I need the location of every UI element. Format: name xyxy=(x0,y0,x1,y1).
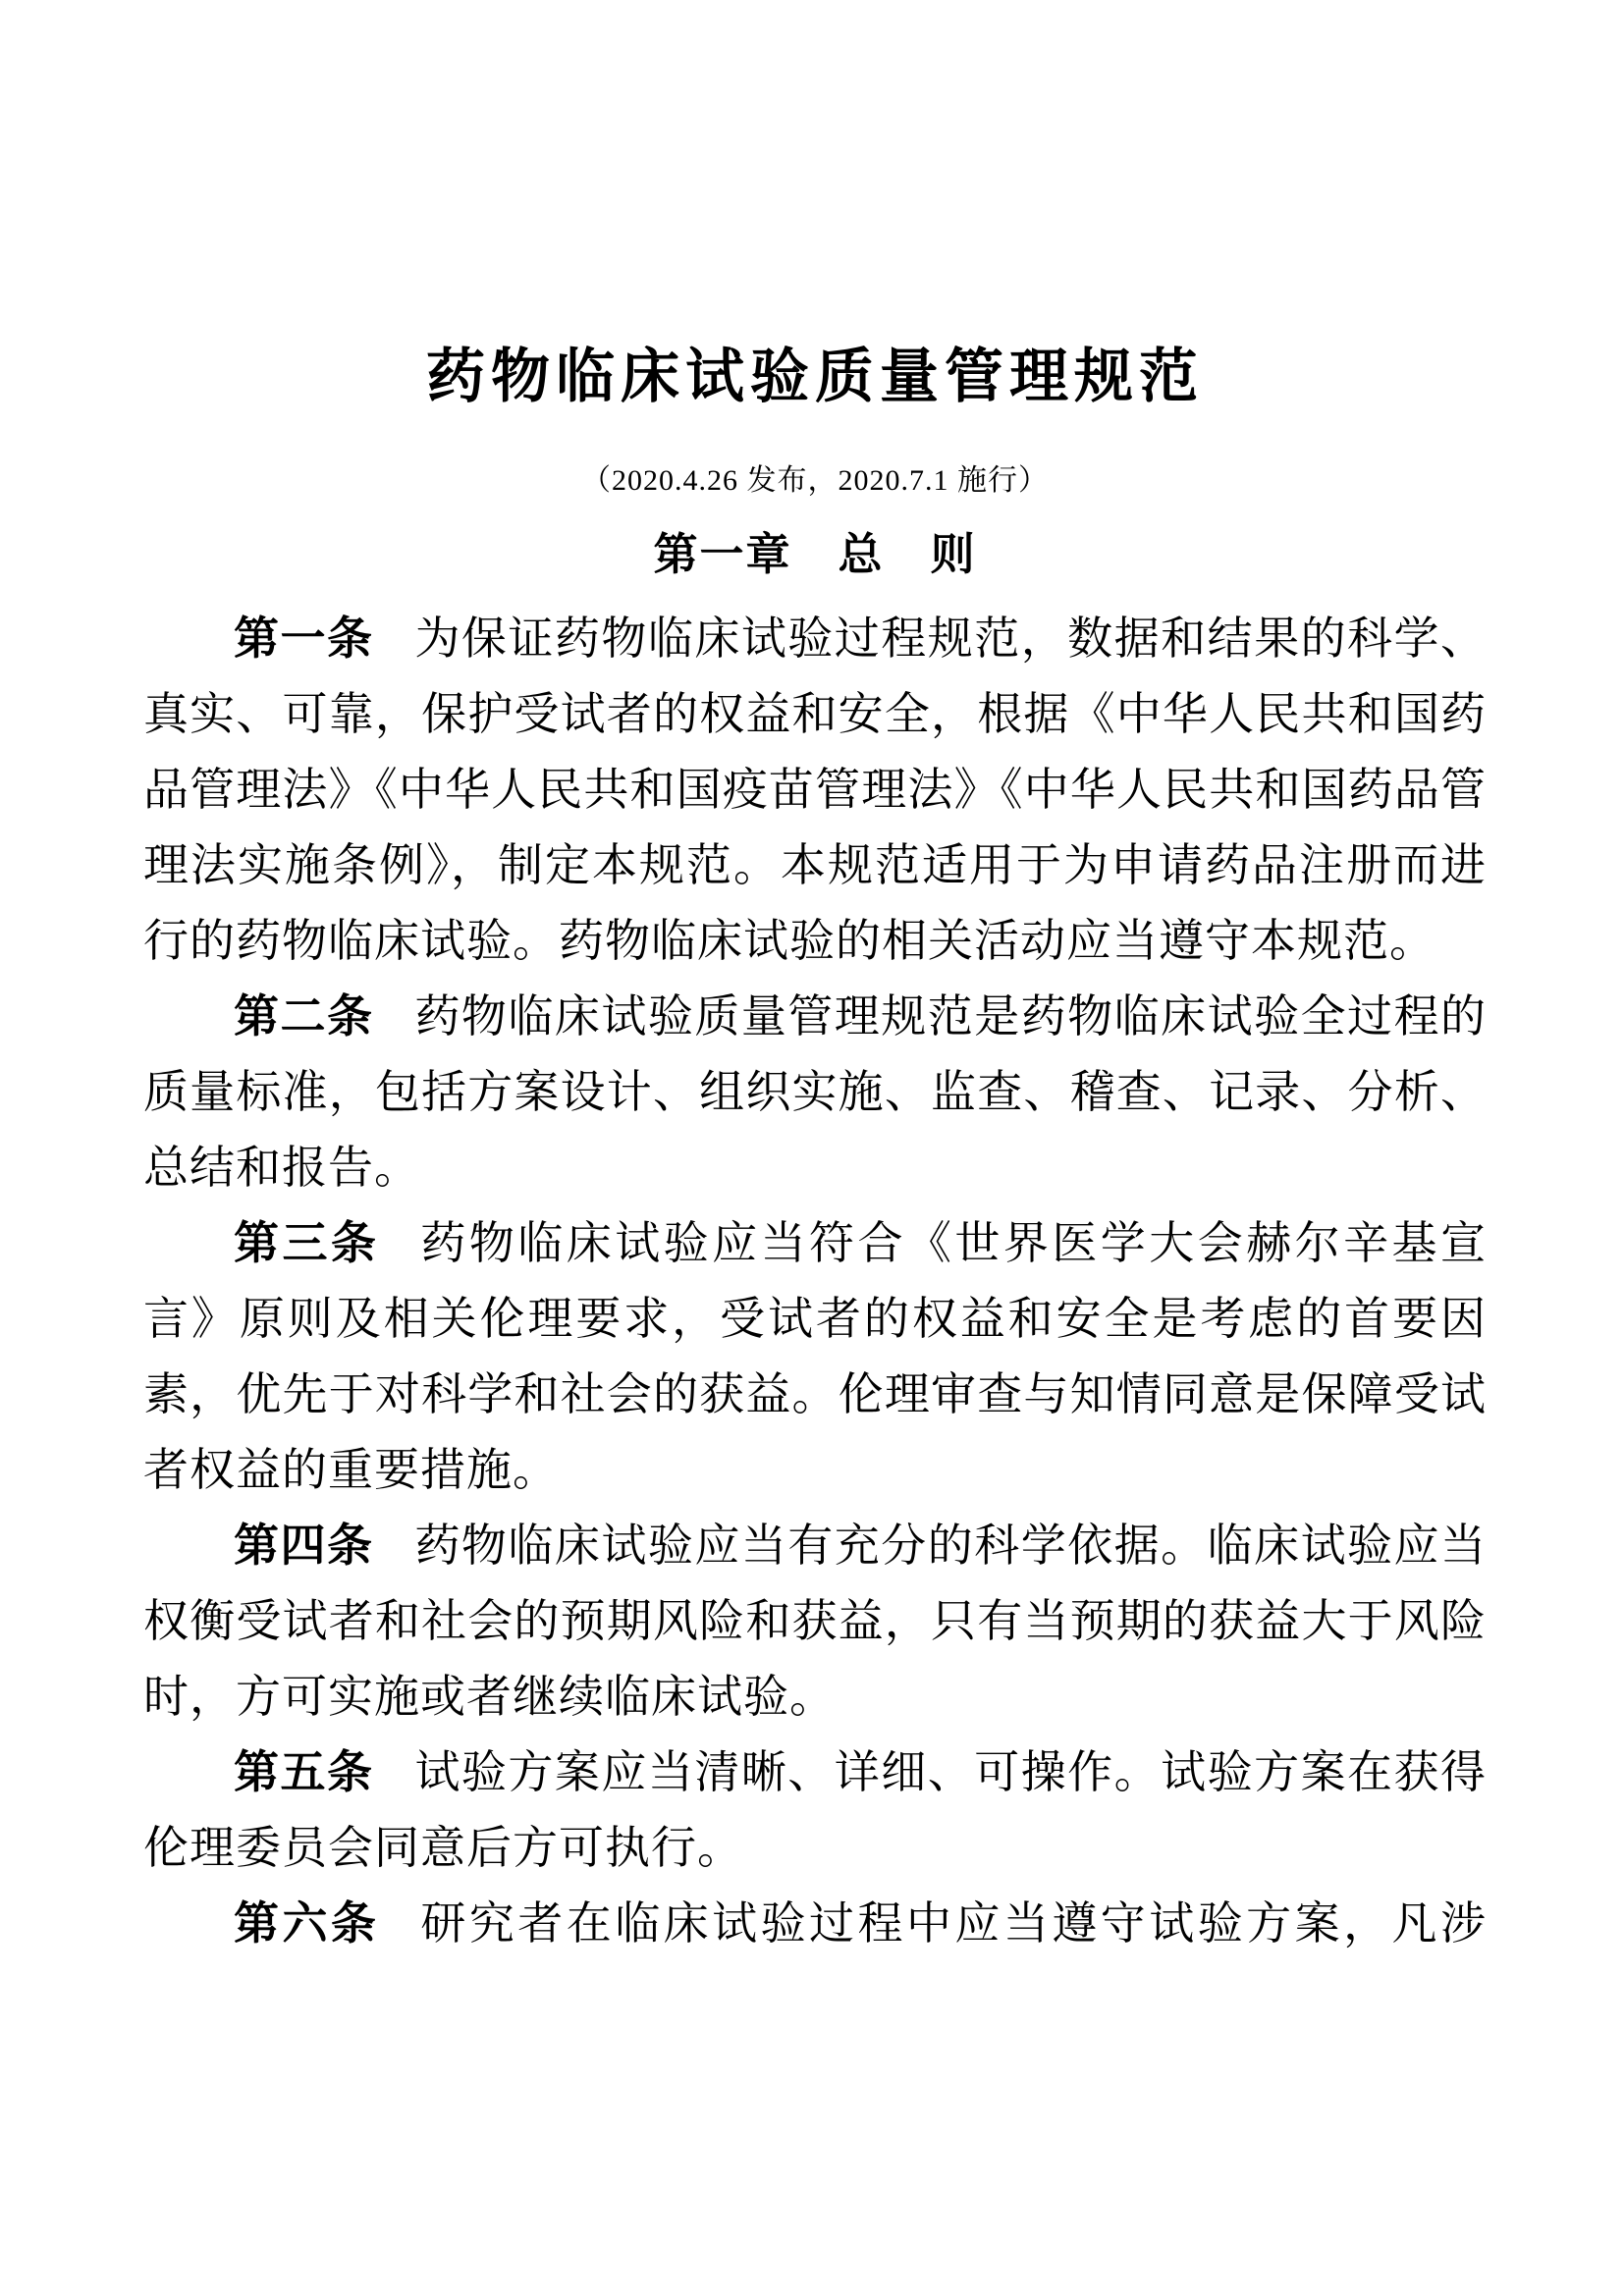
article-paragraph-1 xyxy=(143,601,1487,979)
article-text: 为保证药物临床试验过程规范，数据和结果的科学、真实、可靠，保护受试者的权益和安全，根据《中华人民共和国药品管理法》《中华人民共和国疫苗管理法》《中华人民共和国药品管理法实施条例》，制定本规范。本规范适用于为申请药品注册而进行的药物临床试验。药物临床试验的相关活动应当遵守本规范。 xyxy=(143,614,1488,966)
article-text: 研究者在临床试验过程中应当遵守试验方案，凡涉 xyxy=(420,1898,1487,1949)
article-label: 第四条 xyxy=(234,1520,374,1571)
article-label: 第三条 xyxy=(234,1217,380,1268)
chapter-heading: 第一章 总 则 xyxy=(653,530,977,579)
article-paragraph-4 xyxy=(143,1508,1487,1735)
article-text: 试验方案应当清晰、详细、可操作。试验方案在获得伦理委员会同意后方可执行。 xyxy=(143,1747,1488,1873)
article-text: 药物临床试验质量管理规范是药物临床试验全过程的质量标准，包括方案设计、组织实施、监查、稽查、记录、分析、总结和报告。 xyxy=(143,991,1488,1193)
article-text: 药物临床试验应当符合《世界医学大会赫尔辛基宣言》原则及相关伦理要求，受试者的权益和安全是考虑的首要因素，优先于对科学和社会的获益。伦理审查与知情同意是保障受试者权益的重要措施。 xyxy=(143,1218,1487,1495)
article-text: 药物临床试验应当有充分的科学依据。临床试验应当权衡受试者和社会的预期风险和获益，只有当预期的获益大于风险时，方可实施或者继续临床试验。 xyxy=(143,1521,1488,1722)
article-label: 第五条 xyxy=(234,1746,374,1797)
article-label: 第一条 xyxy=(234,613,374,664)
article-paragraph-6 xyxy=(143,1886,1487,1961)
document-content xyxy=(143,0,1487,1961)
article-label: 第二条 xyxy=(234,990,374,1041)
article-paragraph-5 xyxy=(143,1735,1487,1886)
article-label: 第六条 xyxy=(234,1897,380,1949)
article-paragraph-3 xyxy=(143,1205,1487,1508)
article-paragraph-2 xyxy=(143,979,1487,1205)
document-subtitle: （2020.4.26 发布，2020.7.1 施行） xyxy=(581,464,1049,497)
document-title: 药物临床试验质量管理规范 xyxy=(426,345,1204,409)
